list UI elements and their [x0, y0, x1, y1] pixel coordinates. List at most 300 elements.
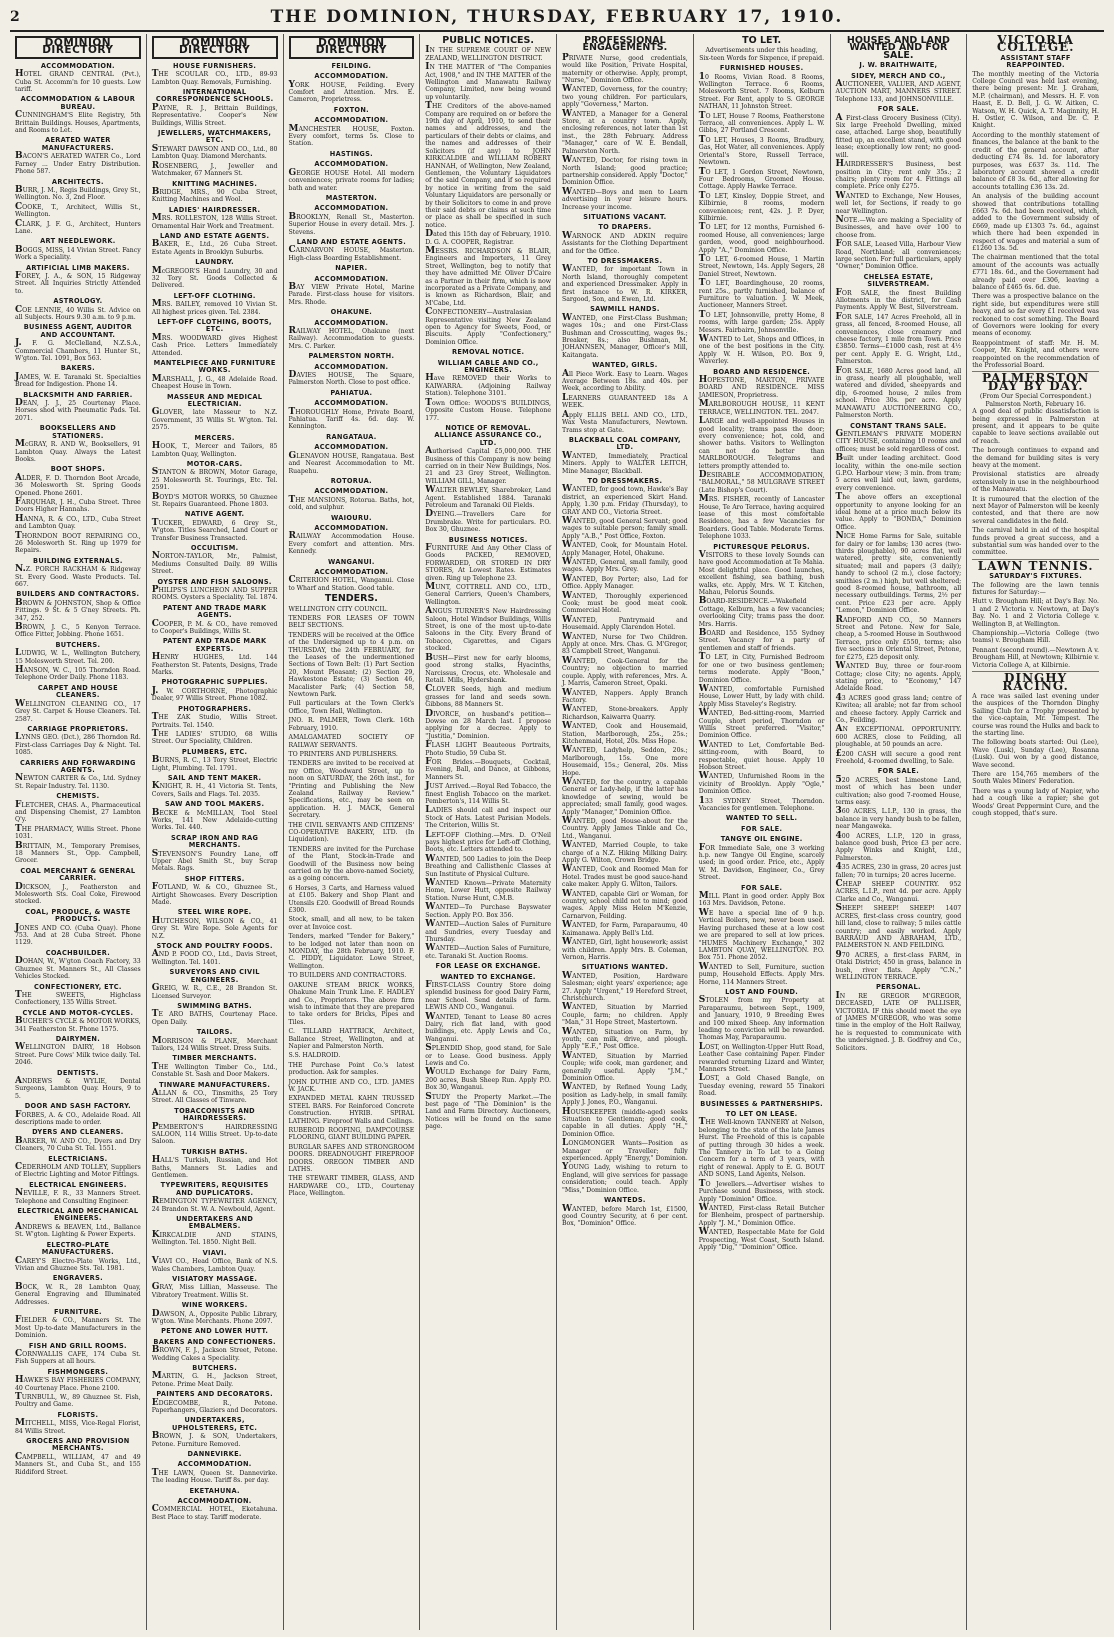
property-ad: AUCTIONEER, VALUER, AND AGENT, AUCTION MART, MANNERS STREET. Telephone 133, and JOHNSONVILLE.	[835, 79, 962, 103]
section-heading: TIMBER MERCHANTS.	[172, 1054, 257, 1063]
houses-land-heading: HOUSES AND LAND WANTED AND FOR SALE.	[846, 35, 950, 61]
article-paragraph: Reappointment of staff: Mr. H. M. Cooper, Mr. Knight, and others were reappointed on the recommendation of the Professorial Board.	[972, 339, 1099, 370]
directory-entry: KNIGHT, R. H., 41 Victoria St. Tents, Covers, Sails and Flags. Tel. 2035.	[151, 781, 278, 798]
directory-entry: PHILIPS'S LUNCHEON AND SUPPER ROOMS. Oysters a Speciality. Tel. 1874.	[151, 585, 278, 602]
notice: Authorised Capital £5,000,000. THE Business of this Company is now being carried on in their New Buildings, Nos. 21 and 23 Grey Street, Wellington. WILLIAM GILL, Manager.	[425, 446, 551, 485]
directory-entry: YORK HOUSE, Feilding. Every Comfort and Attention. Mrs. E. Cameron, Proprietress.	[288, 79, 415, 104]
classified-ad: WANTED, before March 1st, £1500, good Country Security, at 6 per cent. Box, "Dominion" Office.	[562, 1203, 688, 1228]
tender-paragraph: TENDERS are invited for the Purchase of the Plant, Stock-in-Trade and Goodwill of the Business now being carried on by the above-named Society, as a going concern.	[288, 845, 415, 883]
section-heading: ACCOMMODATION.	[314, 523, 389, 532]
section-heading: ACCOMMODATION.	[40, 61, 115, 70]
classified-ad: WANTED, for Farm, Paraparaumu, 40 Kaimanawa. Apply Bell's Ltd.	[562, 920, 688, 937]
directory-entry: BAKER, E., Ltd., 26 Cuba Street. Estate Agents in Brooklyn Suburbs.	[151, 239, 278, 256]
section-heading: TO DRESSMAKERS.	[587, 256, 663, 265]
section-heading: ACCOMMODATION.	[314, 443, 389, 452]
section-heading: LAUNDRY.	[195, 258, 234, 267]
property-ad: 435 ACRES, 230 in grass, 20 acres just fallen; 70 in turnips; 20 acres lucerne.	[835, 862, 962, 879]
classified-ad: LEARNERS GUARANTEED 18s A WEEK.	[562, 392, 688, 410]
section-heading: PATENT AND TRADE MARK EXPERTS.	[162, 637, 267, 653]
section-heading: PERSONAL.	[875, 983, 921, 992]
notice: WANTED—Auction Sales of Furniture, etc. Taranaki St. Auction Rooms.	[425, 943, 551, 960]
directory-sections	[289, 63, 415, 592]
section-heading: BUSINESS AGENT, AUDITOR AND ACCOUNTANT.	[23, 323, 132, 339]
classified-ad: WANTED, General, small family, good wages. Apply Mrs. Grey.	[562, 557, 688, 574]
section-heading: HOUSE FURNISHERS.	[173, 61, 257, 70]
notice: BUSH—First new for early blooms, good strong stalks, Hyacinths, Narcissus, Crocus, etc. Wholesale and Retail. Mills, Hydersbank.	[425, 652, 551, 684]
section-heading: STOCK AND POULTRY FOODS.	[156, 942, 273, 951]
section-heading: CONFECTIONERY, ETC.	[34, 982, 122, 991]
section-heading: BLACKSMITH AND FARRIER.	[23, 390, 133, 399]
tender-paragraph: EXPANDED METAL KAHN TRUSSED STEEL BARS. For Reinforced Concrete Construction. HYRIB. SPIRAL LATHING. Fireproof Walls and Ceilings.	[288, 1095, 415, 1125]
directory-entry: MRS. WOODWARD gives Highest Cash Price. Letters Immediately Attended.	[151, 332, 278, 357]
section-heading: CONSTANT TRANS SALE.	[850, 421, 947, 430]
classified-ad: WARNOCK AND ADKIN require Assistants for the Clothing Department and for the Office.	[562, 230, 688, 255]
directory-entry: FOREY, J. A., & SON, 15 Ridgeway Street. All Inquiries Strictly Attended to.	[15, 270, 141, 295]
article-paragraph: Hutt v. Brougham Hill; at Day's Bay. No. 1 and 2 Victoria v. Newtown, at Day's Bay. No. 1 and 2 Victoria College v. Wellington B, at Wellington.	[972, 598, 1099, 628]
article-paragraph: The monthly meeting of the Victoria College Council was held last evening, there being present: Mr. J. Graham, M.P. (chairman), and Messrs. H. F. von Haast, E. D. Bell, J. G. W. Aitken, C. Watson, W. H. Quick, A. T. Maginnity, H. H. Ostler, C. Wilson, and Dr. C. P. Knight.	[972, 70, 1099, 130]
classified-ad: THE Well-known TANNERY at Nelson, belonging to the state of the late James Hurst. The Freehold of this is capable of putting through 30 hides a week. The Tannery in To Let to a Going Concern for a term of 3 years, with right of renewal. Apply to E. G. BOUT AND SONS, Land Agents, Nelson.	[698, 1117, 825, 1179]
directory-entry: NORTON-TAYLOR, Mr., Palmist, Mediums Consulted Daily. 89 Willis Street.	[151, 551, 278, 576]
classified-ad: WANTED, Respectable Mate for Gold Prospecting, West Coast, South Island. Apply "Dig," "Dominion" Office.	[698, 1227, 825, 1251]
classified-ad: WANTED, Cook, for Mountain Hotel. Apply Manager, Hotel, Ohakune.	[562, 540, 688, 557]
section-heading: PHOTOGRAPHERS.	[178, 704, 252, 713]
property-ad: IN RE GREGOR M'GREGOR, DECEASED, LATE OF PALLISER, VICTORIA. IF this should meet the eye of JAMES M'GREGOR, who was some time in the employ of the Holt Railway, he is requested to communicate with the undersigned. J. B. Godfrey and Co., Solicitors.	[835, 990, 962, 1052]
section-heading: RANGATAUA.	[326, 432, 377, 441]
directory-entry: BROWN, J. C., 5 Kenyon Terrace. Office Fitter, Jobbing. Phone 1651.	[15, 622, 141, 639]
article-paragraph: A good deal of public dissatisfaction is being expressed in Palmerston at present, and it appears to be quite capable to leave sections available out of reach.	[972, 408, 1099, 445]
directory-entry: CUNNINGHAM'S Elite Registry, 5th Brittain Buildings. Houses, Apartments, and Rooms to Let.	[15, 110, 141, 135]
property-ad: 400 ACRES, L.I.P., 120 in grass, balance good bush, Price £3 per acre. Apply Winks and Knight, Ltd., Palmerston.	[835, 830, 962, 862]
section-heading: FURNITURE.	[53, 1307, 102, 1316]
directory-entry: JONES AND CO. (Cuba Quay). Phone 753. And at 28 Cuba Street. Phone 1129.	[15, 922, 141, 947]
notice: IN THE MATTER of "The Companies Act, 1908," and IN THE MATTER of the Wellington and Manawatu Railway Company, Limited, now being wound up voluntarily.	[425, 62, 551, 101]
directory-entry: BROWN, F. J., Jackson Street, Petone. Wedding Cakes a Speciality.	[151, 1345, 278, 1362]
page-number: 2	[10, 9, 20, 25]
section-heading: MASSEUR AND MEDICAL ELECTRICIAN.	[166, 392, 263, 409]
tender-paragraph: JNO. R. PALMER, Town Clerk. 16th February, 1910.	[288, 717, 415, 732]
section-heading: ELECTRICAL ENGINEERS.	[29, 1180, 127, 1189]
notice: ANGUS TURNER'S New Hairdressing Saloon, Hotel Windsor Buildings, Willis Street, is one of the most up-to-date Saloons in the City. Every Brand of Tobacco, Cigarettes, and Cigars stocked.	[425, 606, 551, 653]
section-heading: FISH AND GRILL ROOMS.	[28, 1341, 127, 1350]
directory-entry: CEDERHOLM AND TOLLEY, Suppliers of Electric Lighting and Motor Fittings.	[15, 1162, 141, 1179]
property-ad: WANTED Buy, three or four-room Cottage; close City; no agents. Apply, stating price, to "Economy," 147 Adelaide Road.	[835, 661, 962, 693]
tenders-heading: TENDERS.	[324, 593, 378, 605]
directory-entry: THE SCOULAR CO., LTD., 89-93 Lambton Quay. Removals, Furnishing.	[151, 69, 278, 86]
directory-entry: HANSON, W. C., 105 Thorndon Road. Telephone Order Daily. Phone 1183.	[15, 665, 141, 682]
tender-paragraph: THE Purchase Point Co.'s latest production. Ask for samples.	[288, 1061, 415, 1077]
to-let-list	[699, 65, 825, 1251]
notice: SPLENDID Shop, good stand, for Sale or to Lease. Good business. Apply Lewis and Co.	[425, 1043, 551, 1067]
directory-entry: AND P. FOOD CO., Ltd., Davis Street, Wellington. Tel. 1401.	[151, 949, 278, 966]
classified-ad: WANTED—Boys and men to Learn advertising in your leisure hours. Increase your income.	[562, 186, 688, 211]
section-heading: ACCOMMODATION.	[314, 399, 389, 408]
section-heading: SHOP FITTERS.	[184, 874, 245, 883]
property-ad: £200 CASH will secure a good rent Freehold, 4-roomed dwelling, to Sale.	[835, 748, 962, 765]
directory-entry: HAWKE'S BAY FISHERIES COMPANY, 40 Courtenay Place. Phone 2100.	[15, 1375, 141, 1392]
section-heading: BLACKBALL COAL COMPANY, LTD.	[568, 435, 681, 452]
section-heading: OHAKUNE.	[330, 308, 373, 317]
directory-entry: THE LAWN, Queen St. Dannevirke. The leading House. Tariff 8s. per day.	[151, 1467, 278, 1485]
property-ad: 520 ACRES, best Limestone Land, most of which has been under cultivation; also good 7-roomed House, terms easy.	[835, 774, 962, 806]
classified-ad: PRIVATE Nurse, good credentials, would like Position, Private Hospital, maternity or otherwise. Apply, prompt, "Nurse," Dominion Office.	[562, 52, 688, 85]
directory-entry: DAWSON, A., Opposite Public Library, W'gton. Wine Merchants. Phone 2097.	[151, 1308, 278, 1325]
section-heading: ACCOMMODATION.	[314, 204, 389, 213]
section-heading: JEWELLERS, WATCHMAKERS, ETC.	[158, 129, 272, 145]
notice: STUDY the Property Market.—The best page of "The Dominion" is the Land and Farm Directory. Auctioneers, Notices will be found on the same page.	[425, 1091, 551, 1131]
classified-ad: WANTED, First-class Retail Butcher for Blenheim, prospect of partnership. Apply "J. M.," Dominion Office.	[698, 1202, 825, 1227]
section-heading: DANNEVIRKE.	[187, 1450, 242, 1459]
tender-paragraph: TENDERS are invited to be received at my Office, Woodward Street, up to noon on SATURDAY, the 26th inst., for "Printing and Publishing the New Zealand Railway Review." Specifications, etc., may be seen on application. H. J. MACK, General Secretary.	[288, 760, 415, 820]
section-heading: WANTEDS.	[604, 1196, 646, 1205]
section-heading: TINWARE MANUFACTURERS.	[159, 1080, 271, 1089]
directory-entry: LYNNS GEO. (Dct.), 286 Thorndon Rd. First-class Carriages Day & Night. Tel. 1085.	[15, 732, 141, 757]
column-directory-3	[284, 34, 421, 1630]
directory-entry: FIELDER & CO., Manners St. The Most Up-to-date Manufacturers in the Dominion.	[15, 1315, 141, 1340]
section-heading: ENGRAVERS.	[52, 1274, 103, 1283]
section-heading: HASTINGS.	[329, 149, 373, 158]
classified-ad: WANTED, for important Town in North Island, thoroughly competent and experienced Dressmaker. Apply in first instance to W. R. KIRKER, Sargood, Son, and Ewen, Ltd.	[562, 264, 688, 303]
classified-ad: DESIRABLE ACCOMMODATION, "BALMORAL," 58 MULGRAVE STREET (Late Bishop's Court).	[698, 469, 825, 494]
directory-entry: BACON'S AERATED WATER Co., Lord Farney ... Under Entry Distribution. Phone 587.	[15, 151, 141, 176]
directory-entry: BURR, J. M., Regis Buildings, Grey St., Wellington. No. 3, 2nd Floor.	[15, 184, 141, 202]
notice: WOULD Exchange for Dairy Farm, 200 acres, Bush Sheep Run. Apply P.O. Box 30, Wanganui.	[425, 1067, 551, 1092]
directory-entry: STANTON & BROWN, Motor Garage, 25 Molesworth St. Tourings, Etc. Tel. 2591.	[151, 467, 278, 492]
classified-ad: LARGE and well-appointed Houses in good locality; trams pass the door; every convenience; hot, cold, and shower baths. Visitors to Wellington can not do better than MARLBOROUGH. Telegrams and letters promptly attended to.	[698, 416, 825, 470]
tender-paragraph: C. TILLARD HATTRICK, Architect, Ballance Street, Wellington, and at Napier and Palmerston North.	[288, 1028, 415, 1050]
lawn-tennis-article	[972, 582, 1099, 669]
section-heading: SITUATIONS VACANT.	[583, 212, 667, 221]
directory-entry: CRITERION HOTEL, Wanganui. Close to Wharf and Station. Good table.	[288, 575, 415, 592]
directory-entry: HALL'S Turkish, Russian, and Hot Baths, Manners St. Ladies and Gentlemen.	[151, 1155, 278, 1180]
section-heading: FOR LEASE OR EXCHANGE.	[435, 962, 541, 971]
section-heading: KNITTING MACHINES.	[172, 179, 258, 188]
article-paragraph: There was a young lady of Napier, who had a cough like a rapier; she got Woods' Great Peppermint Cure, and the cough stopped, that's sure.	[972, 787, 1099, 817]
directory-entry: KIRKCALDIE AND STAINS, Wellington. Tel. 1850. Night Bell.	[151, 1229, 278, 1247]
notice: WALTER BEWLEY, Sharebroker, Land Agent. Established 1884. Taranaki Petroleum and Taranaki Oil Fields.	[425, 485, 551, 509]
section-heading: MASTERTON.	[325, 193, 378, 202]
directory-entry: MRS. ROLLESTON, 128 Willis Street. Ornamental Hair Work and Treatment.	[151, 213, 278, 230]
notice: DIVORCE, on husband's petition—Dowse on 28 March last. I propose applying for a decree. Apply to "Justitia," Dominion.	[425, 708, 551, 740]
section-heading: BAKERS AND CONFECTIONERS.	[153, 1337, 276, 1346]
section-heading: AERATED WATER MANUFACTURERS.	[41, 136, 114, 152]
classified-ad: WANTED, by Refined Young Lady, position as Lady-help, in small family. Apply J. Jones, P.O., Wanganui.	[562, 1082, 688, 1107]
section-heading: VISIATORY MASSAGE.	[172, 1274, 258, 1283]
column-houses-land	[831, 34, 968, 1630]
classified-ad: 10 Rooms, Vivian Road. 8 Rooms, Wellington Terrace. 6 Rooms, Molesworth Street. 7 Rooms, Kelburn Street. For Rent, apply to S. GEORGE NATHAN, 11 Johnston Street.	[698, 71, 825, 111]
section-heading: BUSINESSES & PARTNERSHIPS.	[700, 1099, 823, 1108]
notice: CONFECTIONERY—Australasian Representative visiting New Zealand open to Agency for Sweets, Food, or Biscuits. Apply "Confectionery," Dominion Office.	[425, 307, 551, 346]
section-heading: UNDERTAKERS AND EMBALMERS.	[176, 1215, 254, 1231]
directory-entry: MRS. BAILEY, removed 10 Vivian St. All highest prices given. Tel. 2384.	[151, 299, 278, 316]
section-heading: BUILDERS AND CONTRACTORS.	[16, 590, 140, 599]
section-heading: TO DRESSMAKERS.	[587, 476, 663, 485]
property-ad: RADFORD AND CO., 50 Manners Street and Petone. New for Sale, cheap, a 5-roomed House in Southwood Terrace, price only £550, terms; also five sections in Oriental Street, Petone, for £275, £25 deposit only.	[835, 614, 962, 661]
classified-ad: BOARD-RESIDENCE.—Wakefield Cottage, Kelburn, has a few vacancies; overlooking City; trams pass the door. Mrs. Harris.	[698, 596, 825, 628]
classified-ad: WANTED, Ladyhelp, Seddon, 20s.; Marlborough, 15s. One more Housemaid, 15s.; General, 20s. Miss Hope.	[562, 745, 688, 777]
directory-entry: MITCHELL, MISS, Vice-Regal Florist, 84 Willis Street.	[15, 1418, 141, 1435]
classified-ad: Apply ELLIS BELL AND CO., LTD., Wax Vesta Manufacturers, Newtown. Trams stop at Gate.	[562, 409, 688, 434]
notice: IN THE SUPREME COURT OF NEW ZEALAND, WELLINGTON DISTRICT.	[425, 45, 551, 62]
section-heading: PHOTOGRAPHIC SUPPLIES.	[161, 678, 268, 687]
directory-entry: MORRISON & PLANE, Merchant Tailors, 124 Willis Street. Dress Suits.	[151, 1035, 278, 1052]
property-ad: AN EXCEPTIONAL OPPORTUNITY. 600 ACRES, close to Feilding, all ploughable, at 50 pounds an acre.	[835, 724, 962, 749]
article-paragraph: There was a prospective balance on the right side, but expenditures were still heavy, and so far every £1 received was reckoned to cost something. The Board of Governors were looking for every means of economy.	[972, 293, 1099, 338]
directory-sections	[15, 63, 141, 1476]
section-heading: LOST AND FOUND.	[725, 987, 799, 996]
section-heading: LEFT-OFF CLOTHING, BOOTS, ETC.	[157, 318, 272, 334]
section-heading: ACCOMMODATION & LABOUR BUREAU.	[20, 95, 136, 111]
notice: MESSRS. RICHARDSON & BLAIR, Engineers and Importers, 11 Grey Street, Wellington, beg to notify that they have admitted Mr. Oliver D'Caire as a Partner in their firm, which is now incorporated as a Private Company, and is known as Richardson, Blair, and M'Cabe, Ltd.	[425, 245, 551, 307]
directory-heading: DOMINION DIRECTORY	[289, 36, 415, 59]
directory-entry: BECKE & McMILLAN, Tool Steel Works, 141 New Adelaide-cutting Works. Tel. 440.	[151, 807, 278, 832]
classified-ad: TO Jewellers.—Advertiser wishes to Purchase sound Business, with stock. Apply "Dominion" Office.	[698, 1178, 825, 1203]
classified-ad: WANTED, Nurse for Two Children. Apply at once. Mrs. Chas. G. M'Gregor, 83 Campbell Street, Wanganui.	[562, 631, 688, 656]
directory-entry: HUTCHESON, WILSON & CO., 41 Grey St. Wire Rope. Sole Agents for N.Z.	[151, 915, 278, 940]
classified-ad: WE have a special line of 9 h.p. Vertical Boilers, new, never been used. Having purchased these at a low cost we are prepared to sell at low prices. "HUMES Machinery Exchange," 302 LAMBTON QUAY, WELLINGTON. P.O. Box 751. Phone 2052.	[698, 907, 825, 962]
section-heading: FOR SALE.	[741, 883, 783, 892]
section-heading: COACHBUILDER.	[45, 948, 111, 957]
classified-ad: WANTED, Situation on Farm, by youth; can milk, drive, and plough. Apply "E.F.," Post Office.	[562, 1026, 688, 1051]
property-ad: FOR SALE, Leased Villa, Harbour View Road, Northland; all conveniences; large section. For full particulars, apply "Owner," Dominion Office.	[835, 239, 962, 271]
professional-list	[562, 52, 688, 1228]
classified-ad: WANTED, Situation by Married Couple; wife cook, man gardener, and generally useful. Apply "J.M.," Dominion Office.	[562, 1050, 688, 1082]
section-heading: CARRIERS AND FORWARDING AGENTS.	[20, 758, 136, 774]
notice: LADIES should call and inspect our Stock of Hats. Latest Parisian Models. The Criterion, Willis St.	[425, 805, 551, 830]
classified-ad: WANTED, Situation by Married Couple, farm; no children. Apply "Man," 31 Hope Street, Mastertown.	[562, 1002, 688, 1027]
section-heading: INTERNATIONAL CORRESPONDENCE SCHOOLS.	[155, 88, 274, 104]
article-paragraph: Provisional statistics are already extensively in use in the neighbourhood of the Manawatu.	[972, 471, 1099, 494]
directory-entry: GLENAVON HOUSE, Rangataua. Best and Nearest Accommodation to Mt. Ruapehu.	[288, 450, 415, 475]
section-heading: LAND AND ESTATE AGENTS.	[159, 231, 270, 240]
directory-entry: HOOK, T., Mercer and Tailors, 85 Lambton Quay, Wellington.	[151, 441, 278, 458]
directory-entry: FLETCHER, CHAS. A., Pharmaceutical and Dispensing Chemist, 27 Lambton Q'y.	[15, 799, 141, 824]
tender-paragraph: BURGLAR SAFES AND STRONGROOM DOORS. DREADNOUGHT FIREPROOF DOORS. OREGON TIMBER AND LATHS.	[288, 1143, 415, 1174]
directory-entry: MARTIN, G. H., Jackson Street, Petone. Prime Meat Daily.	[151, 1371, 278, 1388]
directory-entry: ALDER, F. D. Thorndon Boot Arcade, 36 Molesworth St. Spring Goods Opened. Phone 2601.	[15, 472, 141, 497]
directory-entry: BROOKLYN, Renall St., Masterton. Superior House in every detail. Mrs. J. Stevens.	[288, 211, 415, 236]
section-heading: TYPEWRITERS, REQUISITES AND DUPLICATORS.	[160, 1181, 269, 1197]
directory-entry: FARQUHAR, J. H., Cuba Street. Three Doors Higher Hannahs.	[15, 496, 141, 514]
section-heading: SAWMILL HANDS.	[590, 305, 660, 314]
section-heading: PAHIATUA.	[330, 388, 373, 397]
property-ad: 970 ACRES, a first-class FARM, in Otaki District; 450 in grass, balance in bush, river flats. Apply "C.N.," WELLINGTON TERRACE.	[835, 949, 962, 981]
classified-ad: WANTED, Stone-breakers. Apply Richardson, Kaiwarra Quarry.	[562, 704, 688, 721]
tender-paragraph: TENDERS will be received at the Office of the Undersigned up to 4 p.m. on THURSDAY, the 24th FEBRUARY, for the Leases of the undermentioned Sections of Town Belt: (1) Part Section 20, Mount Pleasant; (2) Section 29, Hawkestone Estate; (3) Section 46, Macalister Park; (4) Section 58, Newtown Park.	[288, 631, 415, 699]
notice: WANTED, Tenant to Lease 80 acres Dairy, rich flat land, with good buildings, etc. Apply Lewis and Co., Wanganui.	[425, 1011, 551, 1043]
property-ad: NICE Home Farms for Sale, suitable for dairy or for lambs; 130 acres (two-thirds ploughable), 90 acres flat, well watered, pretty site, conveniently situated; mail and papers (3 daily); handy to school (2 m.), close factory; smithies (2 m.) high, but well sheltered; good 8-roomed house, bathroom, all necessary outbuildings. Terms, 2½ per cent. Price £23 per acre. Apply "Lemon," Dominion Office.	[835, 531, 962, 615]
section-heading: ACCOMMODATION.	[177, 1460, 252, 1469]
property-ad: A First-class Grocery Business (City). Six large Freehold Dwelling, mixed case, attached. Large shop, beautifully fitted up, an excellent stand, with good lease; exceptionally low rent; no good-will.	[835, 112, 962, 159]
section-heading: TOBACCONISTS AND HAIRDRESSERS.	[174, 1106, 255, 1123]
notice: THE Creditors of the above-named Company are required on or before the 19th day of April, 1910, to send their names and addresses, and the particulars of their debts or claims, and the names and addresses of their Solicitors (if any) to JOHN KIRKCALDIE and WILLIAM ROBERT HANNAH, of Wellington, New Zealand, Gentlemen, the Voluntary Liquidators of the said Company, and if so required by notice in writing from the said Voluntary Liquidators are personally or by their Solicitors to come in and prove their said debts or claims at such time or place as shall be specified in such notice.	[425, 101, 551, 229]
classified-ad: YOUNG Lady, wishing to return to England, will give services for passage consideration; could teach. Apply "Miss," Dominion Office.	[562, 1162, 688, 1194]
directory-entry: DOHAN, W., W'gton Coach Factory, 33 Ghuznee St. Manners St., All Classes Vehicles Stocked.	[15, 956, 141, 981]
section-heading: ELECTRO-PLATE MANUFACTURERS.	[41, 1240, 114, 1257]
classified-ad: WANTED, good General Servant; good wages to suitable person; family small. Apply "A.B.," Post Office, Foxton.	[562, 515, 688, 540]
section-heading: FOR SALE.	[877, 105, 919, 114]
property-ad: FOR SALE, 1680 Acres good land, all in grass, nearly all ploughable, well watered and divided, sheepyards and dip, 6-roomed house, 2 miles from school. Price 30s. per acre. Apply MANAWATU AUCTIONEERING CO., Palmerston North.	[835, 365, 962, 420]
section-heading: TURKISH BATHS.	[181, 1147, 248, 1156]
notice: Have REMOVED their Works to KAIWARRA. (Adjoining Railway Station). Telephone 3101.	[425, 373, 551, 398]
section-heading: ARTIFICIAL LIMB MAKERS.	[26, 263, 130, 272]
column-public-notices	[420, 34, 557, 1630]
section-heading: FOXTON.	[333, 105, 369, 114]
classified-ad: WANTED, one First-Class Bushman; wages 10s.; and one First-Class Bushman and Crosscutting, wages 9s.; Breaker, 8s.; also Bushman, M. JOHANNSEN, Manager, Officer's Mill, Kaitangata.	[562, 312, 688, 359]
section-heading: TO LET ON LEASE.	[725, 1110, 798, 1119]
article-paragraph: Pennant (second round).—Newtown A v. Brougham Hill, at Newtown; Kilbirnie v. Victoria College A, at Kilbirnie.	[972, 646, 1099, 669]
directory-entry: COOKE, T., Architect, Willis St., Wellington.	[15, 201, 141, 219]
notice: FOR Brides.—Bouquets, Cocktail, Evening, Ball, and Dance, at Gibbons, Manners St.	[425, 756, 551, 781]
article-paragraph: A race was sailed last evening under the auspices of the Thorndon Dinghy Sailing Club for a Trophy presented by the vice-captain, Mr. Tempest. The course was round the Hulks and back to the starting line.	[972, 692, 1099, 737]
directory-entry: BOGGS, MISS, 14 Vivian Street. Fancy Work a Speciality.	[15, 244, 141, 262]
section-heading: SURVEYORS AND CIVIL ENGINEERS.	[169, 968, 260, 984]
property-ad: FOR SALE, 147 Acres Freehold, all in grass, all fenced, 8-roomed House, all conveniences, close creamery and cheese factory, 1 mile from Town. Price £3850. Terms—£1000 cash, rest at 4½ per cent. Apply E. G. Wright, Ltd., Palmerston.	[835, 311, 962, 366]
directory-heading: DOMINION DIRECTORY	[152, 36, 278, 59]
section-heading: BUTCHERS.	[192, 1363, 238, 1372]
classified-ad: TO LET, House 7 Rooms, Featherstone Terrace, all conveniences. Apply L. W. Gibbs, 27 Portland Crescent.	[698, 110, 825, 135]
directory-entry: BRIDGE, MRS., 90 Cuba Street, Knitting Machines and Wool.	[151, 186, 278, 204]
directory-entry: WELLINGTON DAIRY, 18 Hobson Street. Pure Cows' Milk twice daily. Tel. 2046.	[15, 1042, 141, 1067]
classified-ad: TO LET, Kinsley, Doppie Street, and Kilbirnie, 8 rooms, modern conveniences; rent, 42s. J. P. Dyer, Kilbirnie.	[698, 190, 825, 222]
article-paragraph: An analysis of the building account showed that contributions totalling £663 7s. 6d. had been received, which, added to the Government subsidy of £669, made up £1303 7s. 6d., against which there had been expended in respect of wages and material a sum of £1260 13s. 5d.	[972, 193, 1099, 252]
section-heading: PATENT AND TRADE MARK AGENTS.	[162, 603, 267, 620]
section-heading: ACCOMMODATION.	[314, 160, 389, 169]
directory-entry: CLARK, J. F. G., Architect, Hunters Lane.	[15, 218, 141, 235]
section-heading: ASTROLOGY.	[53, 297, 103, 306]
classified-ad: All Piece Work. Easy to Learn. Wages Average Between 18s. and 40s. per Week, according to Ability.	[562, 368, 688, 393]
section-heading: DENTISTS.	[57, 1068, 99, 1077]
property-ad: HAIRDRESSER'S Business, best position in City; rent only 35s.; 2 chairs; plenty room for 4. Fittings all complete. Price only £275.	[835, 159, 962, 191]
houses-land-list	[836, 62, 962, 1052]
directory-entry: GREIG, W. R., C.E., 28 Brandon St. Licensed Surveyor.	[151, 983, 278, 1000]
classified-ad: WANTED, Unfurnished Room in the vicinity of Brooklyn. Apply "Ogle," Dominion Office.	[698, 771, 825, 796]
section-heading: LAND AND ESTATE AGENTS.	[296, 237, 407, 246]
directory-entry: THOROUGHLY Home, Private Board, Pahiatua. Tariff 4s. 6d. day. W. Kennington.	[288, 406, 415, 431]
section-heading: CYCLE AND MOTOR-CYCLES.	[22, 1008, 134, 1017]
classified-ad: WANTED, Bed-sitting-room, Married Couple, short period, Thorndon or Willis Street preferred. "Visitor," Dominion Office.	[698, 708, 825, 740]
directory-entry: GLOVER, late Masseur to N.Z. Government, 35 Willis St. W'gton. Tel. 2575.	[151, 407, 278, 432]
section-heading: SAIL AND TENT MAKER.	[167, 773, 262, 782]
column-directory-2	[147, 34, 284, 1630]
directory-entry: DAVIES HOUSE, The Square, Palmerston North. Close to post office.	[288, 370, 415, 387]
section-heading: PETONE AND LOWER HUTT.	[161, 1327, 269, 1336]
directory-entry: PEMBERTON'S HAIRDRESSING SALOON, 114 Willis Street. Up-to-date Saloon.	[151, 1121, 278, 1146]
directory-entry: THE ZAK Studio, Willis Street. Portraits. Tel. 1540.	[151, 712, 278, 729]
directory-entry: MANCHESTER HOUSE, Foxton. Every comfort, terms 5s. Close to Station.	[288, 123, 415, 148]
notice: WANTED, 500 Ladies to join the Deep Breathing and Callisthenic Classes at Sun Institute of Physical Culture.	[425, 853, 551, 878]
directory-entry: TURNBULL, W., 89 Ghuznee St. Fish, Poultry and Game.	[15, 1392, 141, 1409]
directory-entry: REMINGTON TYPEWRITER AGENCY, 24 Brandon St. W. A. Newbould, Agent.	[151, 1196, 278, 1213]
notice: FIRST-CLASS Country Store doing splendid business for good Dairy Farm, near School. Send details of farm. LEWIS AND CO., Wanganui.	[425, 979, 551, 1012]
section-heading: MERCERS.	[194, 433, 235, 442]
section-heading: BOARD AND RESIDENCE.	[713, 367, 811, 376]
tender-paragraph: Tenders, marked "Tender for Bakery," to be lodged not later than noon on MONDAY, the 28th February, 1910. F. C. PIDDY, Liquidator. Lowe Street, Wellington.	[288, 933, 415, 970]
classified-ad: WANTED, Pantrymaid and Housemaid. Apply Clarendon Hotel.	[562, 614, 688, 632]
classified-ad: WANTED, Thoroughly experienced Cook; must be good meat cook. Commercial Hotel.	[562, 590, 688, 615]
section-heading: ACCOMMODATION.	[314, 274, 389, 283]
classified-ad: STOLEN from my Property at Paraparaumu, between Sept., 1909, and January, 1910, 9 Breeding Ewes and 100 mixed Sheep. Any information leading to conviction will be rewarded. Thomas May, Paraparaumu.	[698, 995, 825, 1042]
directory-entry: THE Wellington Timber Co., Ltd., Constable St. Sash and Door Makers.	[151, 1061, 278, 1079]
classified-ad: WANTED, Doctor, for rising town in North Island; good practice; partnership considered. Apply "Doctor," Dominion Office.	[562, 155, 688, 187]
notice: Town Office: WOODS'S BUILDINGS, Opposite Custom House. Telephone 177.	[425, 397, 551, 422]
section-heading: SCRAP IRON AND RAG MERCHANTS.	[171, 833, 259, 850]
classified-ad: 133 SYDNEY Street, Thorndon. Vacancies for gentlemen. Telephone.	[698, 795, 825, 812]
directory-entry: McGRAY, R. AND W., Booksellers, 91 Lambton Quay. Always the Latest Books.	[15, 439, 141, 463]
section-heading: PICTURESQUE PELORUS.	[713, 542, 810, 551]
property-ad: GENTLEMAN'S PRIVATE MODERN CITY HOUSE, containing 10 rooms and offices; must be sold regardless of cost.	[835, 428, 962, 453]
directory-entry: BARKER, W. AND CO., Dyers and Dry Cleaners, 70 Cuba St. Tel. 1551.	[15, 1135, 141, 1153]
section-heading: LEFT-OFF CLOTHING.	[173, 291, 256, 300]
section-heading: BUTCHERS.	[55, 640, 101, 649]
directory-entry: DEAN, J. J., 25 Courtenay Place. Horses shod with Pneumatic Pads. Tel. 2071.	[15, 398, 141, 422]
notice: CLOVER Seeds, high and medium grasses for land and seeds sown. Gibbons, 88 Manners St.	[425, 684, 551, 709]
property-ad: The above offers an exceptional opportunity to anyone looking for an ideal home at a price much below its value. Apply to "BONDA," Dominion Office.	[835, 492, 962, 531]
directory-entry: BOYD'S MOTOR WORKS, 50 Ghuznee St. Repairs Guaranteed. Phone 1803.	[151, 491, 278, 508]
classified-ad: WANTED, Nappers. Apply Branch Factory.	[562, 687, 688, 704]
classified-ad: TO LET, Boardinghouse, 20 rooms, rent 25s., partly furnished, balance of Furniture to valuation. J. W. Meek, Auctioneer, Manners Street.	[698, 278, 825, 310]
lawn-tennis-heading: LAWN TENNIS.	[977, 558, 1094, 573]
section-heading: LADIES' HAIRDRESSER.	[168, 205, 261, 214]
classified-ad: BOARD and Residence, 155 Sydney Street. Vacancy for a party of gentlemen and staff of friends.	[698, 628, 825, 652]
notice: MUNT, COTTRELL AND CO., LTD., General Carriers, Queen's Chambers, Wellington.	[425, 582, 551, 606]
directory-entry: VIAVI CO., Head Office, Bank of N.S. Wales Chambers, Lambton Quay.	[151, 1256, 278, 1273]
classified-ad: LOST, on Wellington-Upper Hutt Road, Leather Case containing Paper. Finder rewarded returning Lizard and Winter, Manners Street.	[698, 1041, 825, 1073]
directory-entry: ANDREWS & BEAVEN, Ltd., Ballance St. W'gton. Lighting & Power Experts.	[15, 1221, 141, 1239]
classified-ad: TO LET, Houses, 3 Rooms, Bradbury, Gas, Hot Water, all conveniences. Apply Oriental's Store, Russell Terrace, Newtown.	[698, 134, 825, 167]
directory-entry: ROSENBERG, J., Jeweller and Watchmaker, 67 Manners St.	[151, 160, 278, 178]
directory-entry: CARNARVON HOUSE, Masterton. High-class Boarding Establishment.	[288, 245, 415, 262]
tenders-list	[289, 606, 415, 1198]
classified-ad: WANTED, for the country, a capable General or Lady-help, if the latter has knowledge of sewing, would be appreciated; small family, good wages. Apply "Manager," Dominion Office.	[562, 776, 688, 816]
section-heading: WILLIAM CABLE AND CO., ENGINEERS.	[437, 358, 539, 375]
tender-paragraph: JOHN DUTHIE AND CO., LTD. JAMES W. JACK.	[288, 1078, 415, 1093]
directory-entry: CAREY'S Electro-Plate Works, Ltd., Vivian and Ghuznee Sts. Tel. 1981.	[15, 1255, 141, 1272]
classified-ad: WANTED, Cook-General for the Country; no objection to married couple. Apply, with references, Mrs. A. J. Marris, Cameron Street, Opaki.	[562, 655, 688, 688]
directory-entry: NEWTON CARTER & Co., Ltd. Sydney St. Repair Industry. Tel. 1130.	[15, 773, 141, 790]
article-paragraph: The following are the lawn tennis fixtures for Saturday:—	[972, 581, 1099, 597]
section-heading: PALMERSTON NORTH.	[308, 352, 395, 361]
section-heading: WAIOURU.	[330, 513, 372, 522]
public-notices-heading: PUBLIC NOTICES.	[442, 35, 534, 46]
tender-paragraph: TO PRINTERS AND PUBLISHERS.	[288, 750, 398, 758]
directory-entry: COE LENNIE, 40 Willis St. Advice on all Subjects. Hours 9.30 a.m. to 9 p.m.	[15, 304, 141, 321]
directory-entry: PAYNE, R. J., Brittain Buildings, Representative. Cooper's New Buildings, Willis Street.	[151, 102, 278, 127]
notice: WANTED Known—Private Maternity Home, Lower Hutt, opposite Railway Station. Nurse Hunt, C.M.B.	[425, 878, 551, 902]
section-heading: COAL, PRODUCE, & WASTE PRODUCTS.	[25, 907, 131, 924]
classified-ad: TO LET, in City, Furnished Bedroom for one or two business gentlemen; terms moderate. Apply "Boon," Dominion Office.	[698, 652, 825, 684]
directory-entry: McGREGOR'S Hand Laundry, 30 and 32 Tory St. Goods Collected & Delivered.	[151, 265, 278, 290]
property-ad: SHEEP! SHEEP! SHEEP! 1407 ACRES, first-class cross country, good hill land, close to railway; 5 miles cattle country; and easily worked. Apply BARRAUD AND ABRAHAM, LTD., PALMERSTON N. AND FEILDING.	[835, 903, 962, 950]
classified-ad: TO LET, for 12 months, Furnished 6-roomed House, all conveniences; large garden, wood, good neighbourhood. Apply "A.," Dominion Office.	[698, 222, 825, 254]
directory-entry: MARSHALL, J. G., 48 Adelaide Road. Cheapest House in Town.	[151, 373, 278, 391]
property-ad: Built under leading architect. Good locality, within the one-mile section G.P.O. Harbour view; 3 min. from tram; 5 acres well laid out, lawn, gardens, every convenience.	[835, 453, 962, 492]
section-heading: ACCOMMODATION.	[314, 362, 389, 371]
section-heading: MOTOR-CARS.	[186, 459, 243, 468]
section-heading: CARPET AND HOUSE CLEANERS.	[37, 683, 118, 700]
article-paragraph: It is rumoured that the election of the next Mayor of Palmerston will be keenly contested, and that there are now several candidates in the field.	[972, 495, 1099, 525]
directory-entry: THE LADIES' STUDIO, 68 Willis Street. Our Speciality, Children.	[151, 728, 278, 746]
directory-entry: BUCHER'S CYCLE & MOTOR WORKS, 341 Featherston St. Phone 1575.	[15, 1016, 141, 1033]
section-heading: ELECTRICIANS.	[48, 1154, 108, 1163]
tender-paragraph: Stock, small, and all new, to be taken over at Invoice cost.	[288, 916, 415, 931]
classified-ad: TO LET, Johnsonville, pretty Home, 8 rooms, with large garden; 25s. Apply Messrs. Fairbairn, Johnsonville.	[698, 309, 825, 334]
directory-entry: FOTLAND, W. & CO., Ghuznee St., Airtight Showcases. Every Description Made.	[151, 882, 278, 907]
notice: WANTED—To Purchase Bayswater Section. Apply P.O. Box 356.	[425, 902, 551, 919]
classified-ad: TO LET, 1 Gordon Street, Newtown, Four Bedrooms, Groomed House. Cottage. Apply Hawke Terrace.	[698, 166, 825, 191]
dinghy-article	[972, 693, 1099, 818]
section-heading: WINE WORKERS.	[181, 1301, 248, 1310]
notice: DYEING.—Travellers Care for Drumbrake. Write for particulars. P.O. Box 30, Ghuznee.	[425, 509, 551, 534]
